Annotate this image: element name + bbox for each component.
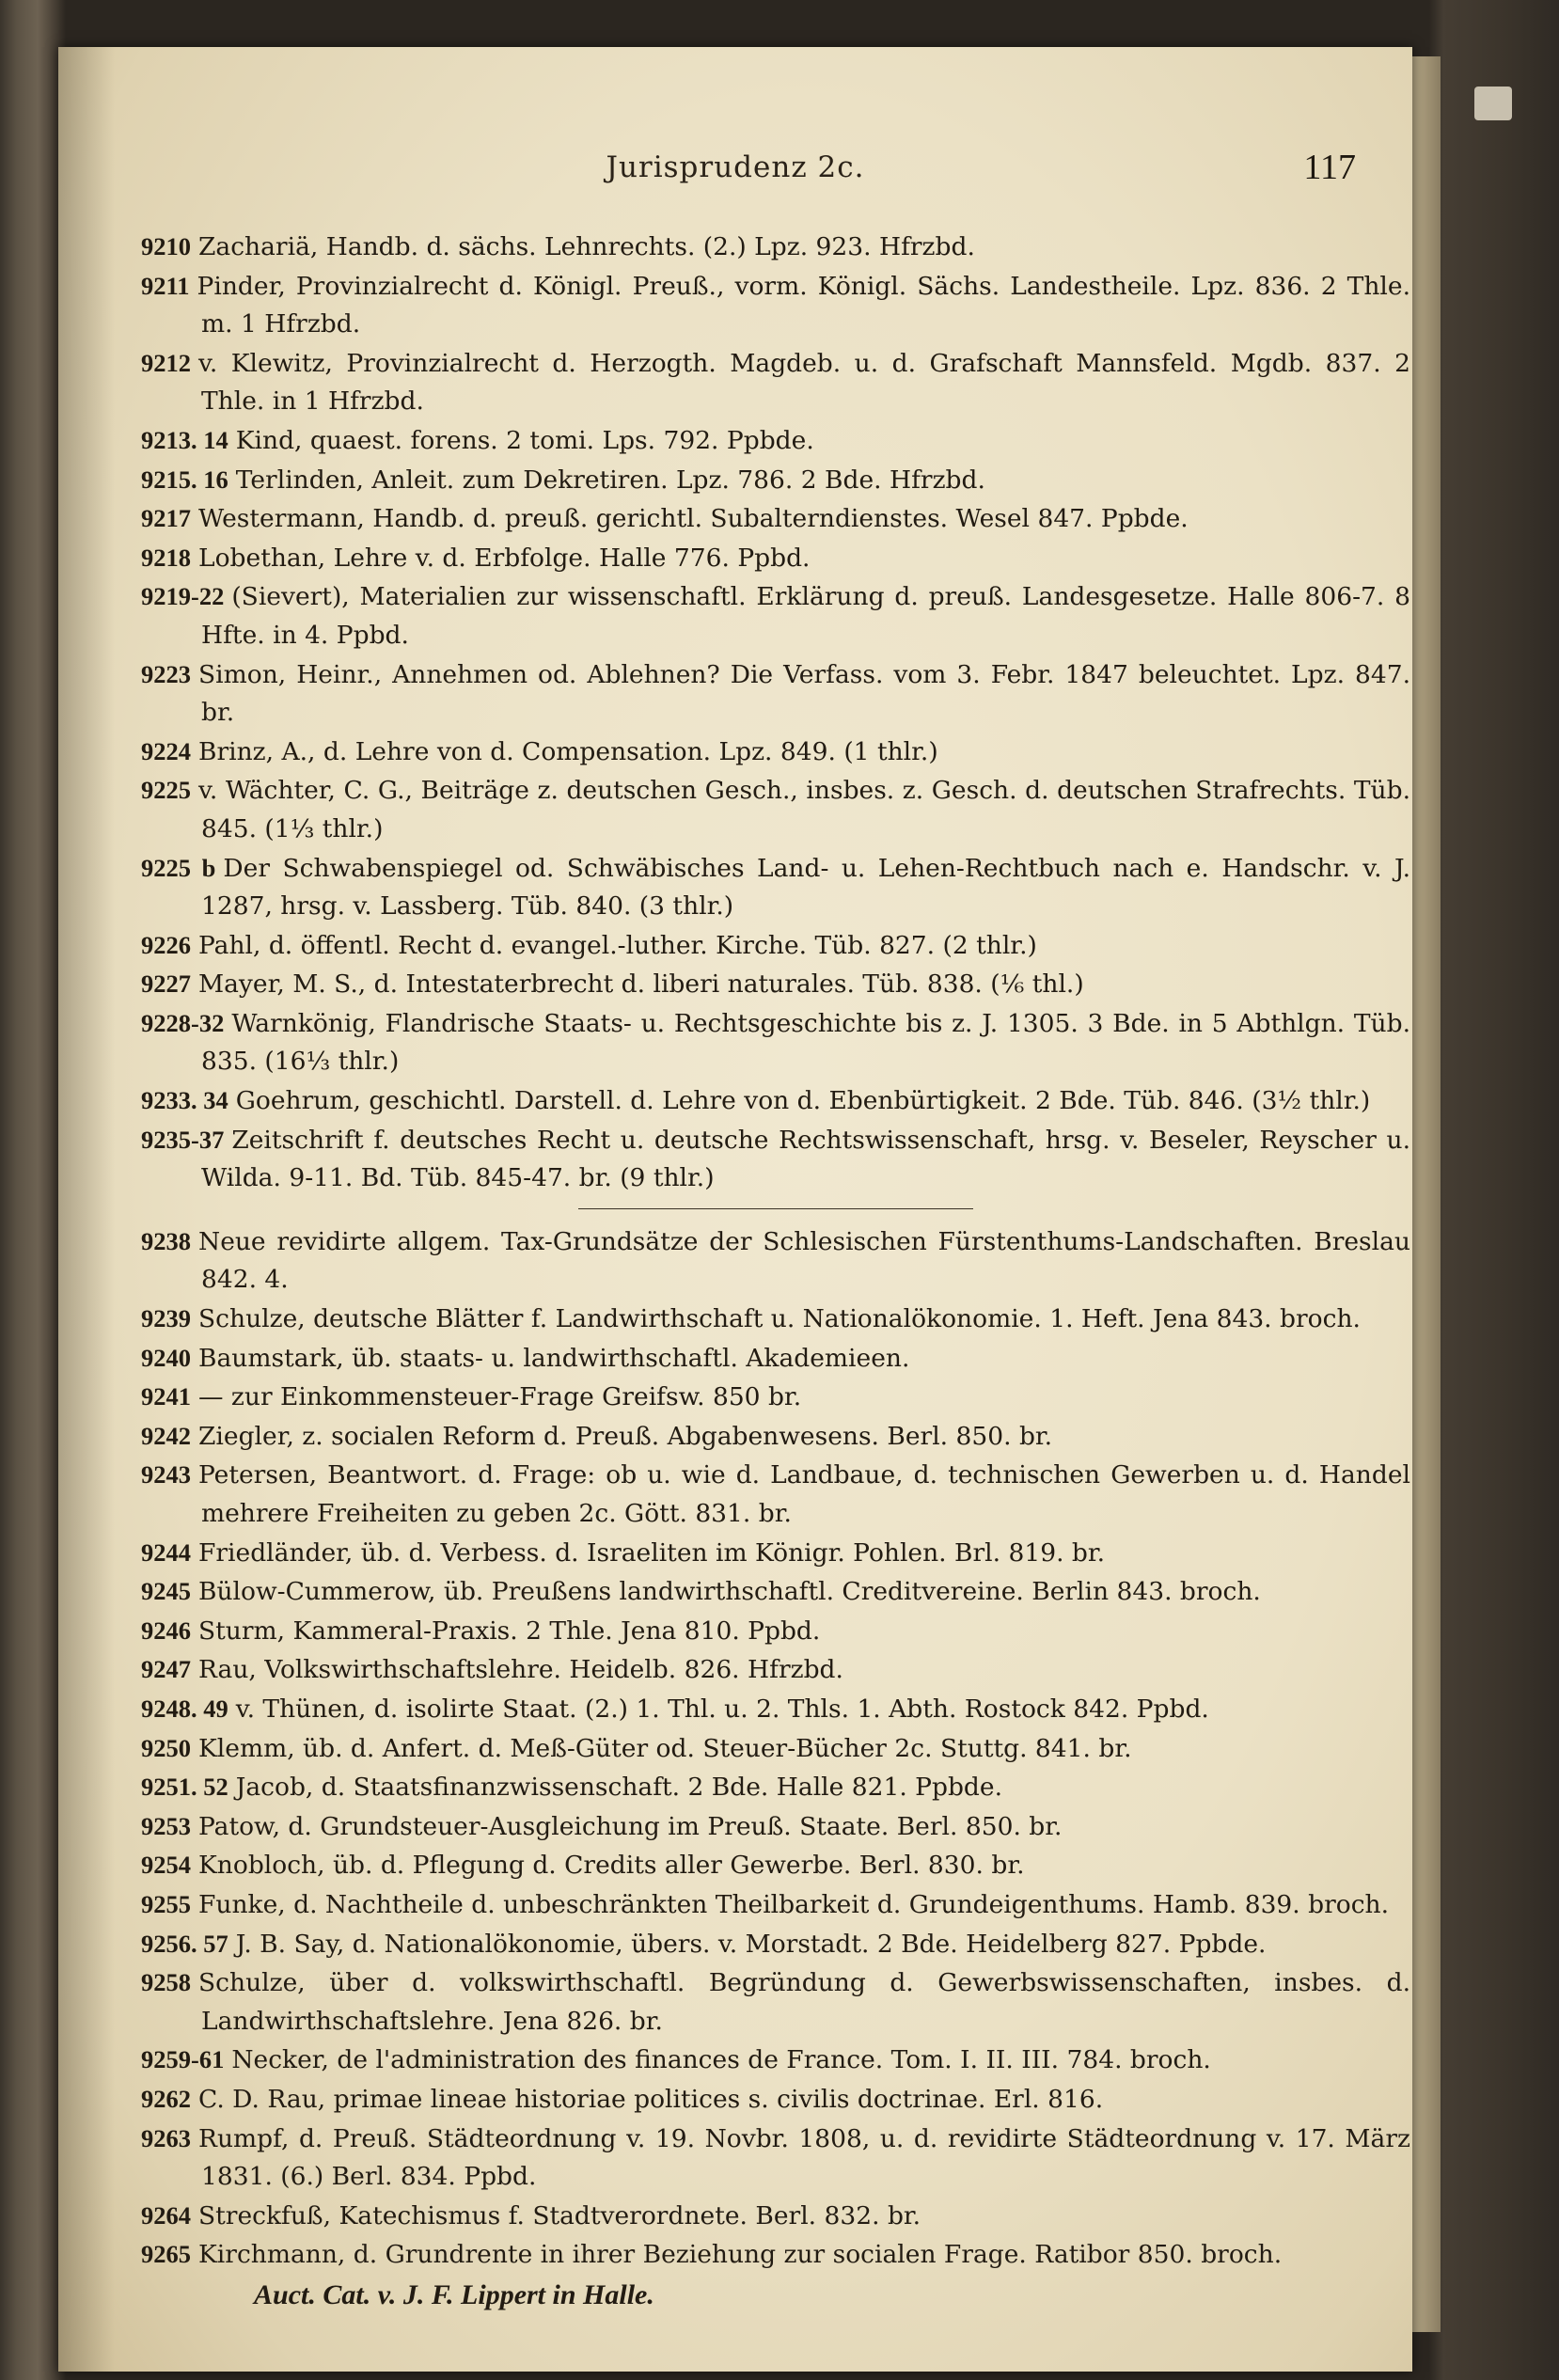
entry-text: Warnkönig, Flandrische Staats- u. Rechtsgeschichte bis z. J. 1305. 3 Bde. in 5 Abthlgn. Tüb. 835. (16⅓ thlr.) — [201, 1008, 1410, 1077]
catalogue-entry — [141, 499, 1410, 539]
catalogue-entry — [141, 1963, 1410, 2041]
entry-text: Pinder, Provinzialrecht d. Königl. Preuß., vorm. Königl. Sächs. Landestheile. Lpz. 836. 2 Thle. m. 1 Hfrzbd. — [197, 271, 1410, 339]
entry-text: Rumpf, d. Preuß. Städteordnung v. 19. Novbr. 1808, u. d. revidirte Städteordnung v. 17. März 1831. (6.) Berl. 834. Ppbd. — [198, 2123, 1410, 2192]
entry-text: v. Wächter, C. G., Beiträge z. deutschen Gesch., insbes. z. Gesch. d. deutschen Strafrechts. Tüb. 845. (1⅓ thlr.) — [198, 776, 1410, 843]
catalogue-entry — [141, 539, 1410, 578]
catalogue-entry — [141, 2235, 1410, 2275]
catalogue-entry — [141, 1378, 1410, 1417]
entry-text: Necker, de l'administration des finances de France. Tom. I. II. III. 784. broch. — [231, 2045, 1211, 2075]
entry-number: 9215. 16 — [141, 465, 228, 494]
book-page — [58, 47, 1412, 2372]
entry-text: J. B. Say, d. Nationalökonomie, übers. v. Morstadt. 2 Bde. Heidelberg 827. Ppbde. — [235, 1929, 1267, 1959]
catalogue-footer: Auct. Cat. v. J. F. Lippert in Halle. — [254, 2278, 654, 2310]
catalogue-entry — [141, 2080, 1410, 2120]
entry-number: 9213. 14 — [141, 425, 228, 454]
entry-number: 9240 — [141, 1343, 191, 1372]
entry-number: 9224 — [141, 736, 191, 765]
catalogue-entry — [141, 1650, 1410, 1690]
entry-text: Funke, d. Nachtheile d. unbeschränkten Theilbarkeit d. Grundeigenthums. Hamb. 839. broch. — [198, 1889, 1390, 1919]
entry-text: Zeitschrift f. deutsches Recht u. deutsche Rechtswissenschaft, hrsg. v. Beseler, Reyscher u. Wilda. 9-11. Bd. Tüb. 845-47. br. (9 thlr.) — [201, 1125, 1410, 1193]
entry-number: 9255 — [141, 1889, 191, 1918]
catalogue-entry — [141, 1612, 1410, 1651]
catalogue-entry — [141, 1300, 1410, 1339]
entry-number: 9212 — [141, 348, 191, 377]
entry-text: Streckfuß, Katechismus f. Stadtverordnete. Berl. 832. br. — [198, 2200, 921, 2230]
page-number: 117 — [1303, 148, 1356, 187]
entry-number: 9250 — [141, 1733, 191, 1762]
entry-number: 9225 b — [141, 853, 216, 882]
catalogue-entry — [141, 1846, 1410, 1885]
catalogue-entry — [141, 771, 1410, 848]
entry-number: 9238 — [141, 1226, 191, 1255]
entry-number: 9256. 57 — [141, 1929, 228, 1958]
entry-number: 9225 — [141, 776, 191, 805]
running-title: Jurisprudenz 2c. — [606, 150, 865, 184]
catalogue-entry — [141, 2197, 1410, 2236]
entry-text: Zachariä, Handb. d. sächs. Lehnrechts. (2.) Lpz. 923. Hfrzbd. — [198, 232, 975, 261]
entry-text: Neue revidirte allgem. Tax-Grundsätze der Schlesischen Fürstenthums-Landschaften. Breslau 842. 4. — [198, 1226, 1410, 1295]
catalogue-entry — [141, 1885, 1410, 1925]
entry-text: Schulze, deutsche Blätter f. Landwirthschaft u. Nationalökonomie. 1. Heft. Jena 843. broch. — [198, 1304, 1361, 1334]
catalogue-entry — [141, 2120, 1410, 2197]
entry-number: 9241 — [141, 1382, 191, 1411]
catalogue-entry — [141, 733, 1410, 772]
entry-text: v. Thünen, d. isolirte Staat. (2.) 1. Thl. u. 2. Thls. 1. Abth. Rostock 842. Ppbd. — [235, 1694, 1209, 1724]
catalogue-entry — [141, 461, 1410, 500]
page-header — [58, 150, 1412, 197]
entry-text: Baumstark, üb. staats- u. landwirthschaftl. Akademieen. — [198, 1343, 910, 1373]
catalogue-entry — [141, 1417, 1410, 1457]
entry-number: 9223 — [141, 659, 191, 688]
entry-number: 9254 — [141, 1851, 191, 1880]
entry-text: Klemm, üb. d. Anfert. d. Meß-Güter od. Steuer-Bücher 2c. Stuttg. 841. br. — [198, 1733, 1132, 1763]
catalogue-entry — [141, 2041, 1410, 2080]
entry-text: Simon, Heinr., Annehmen od. Ablehnen? Die Verfass. vom 3. Febr. 1847 beleuchtet. Lpz. 847. br. — [198, 659, 1410, 728]
entry-number: 9217 — [141, 504, 191, 533]
entry-number: 9264 — [141, 2200, 191, 2230]
book-page-edge — [1412, 56, 1441, 2332]
entry-group-jurisprudence — [141, 228, 1410, 1198]
entry-number: 9227 — [141, 969, 191, 999]
catalogue-entry — [141, 926, 1410, 966]
entry-number: 9235-37 — [141, 1125, 225, 1154]
entry-number: 9265 — [141, 2240, 191, 2269]
catalogue-entry — [141, 1222, 1410, 1300]
catalogue-entry — [141, 965, 1410, 1004]
entry-text: C. D. Rau, primae lineae historiae politices s. civilis doctrinae. Erl. 816. — [198, 2084, 1104, 2114]
entry-number: 9239 — [141, 1304, 191, 1333]
entry-text: Kirchmann, d. Grundrente in ihrer Beziehung zur socialen Frage. Ratibor 850. broch. — [198, 2240, 1283, 2270]
entry-text: Terlinden, Anleit. zum Dekretiren. Lpz. 786. 2 Bde. Hfrzbd. — [235, 465, 985, 495]
entry-number: 9246 — [141, 1616, 191, 1645]
catalogue-entry — [141, 1729, 1410, 1769]
catalogue-entry — [141, 849, 1410, 926]
section-rule — [578, 1208, 973, 1209]
entry-text: Petersen, Beantwort. d. Frage: ob u. wie d. Landbaue, d. technischen Gewerben u. d. Handel mehrere Freiheiten zu geben 2c. Gött. 831. br. — [198, 1460, 1410, 1528]
paper-marker-tab — [1474, 87, 1512, 120]
entry-text: Lobethan, Lehre v. d. Erbfolge. Halle 776. Ppbd. — [198, 543, 811, 573]
page-gutter-shadow — [58, 47, 115, 2372]
entry-text: Knobloch, üb. d. Pflegung d. Credits aller Gewerbe. Berl. 830. br. — [198, 1851, 1025, 1881]
entry-text: Friedländer, üb. d. Verbess. d. Israeliten im Königr. Pohlen. Brl. 819. br. — [198, 1537, 1106, 1568]
entry-number: 9262 — [141, 2084, 191, 2113]
entry-text: Rau, Volkswirthschaftslehre. Heidelb. 826. Hfrzbd. — [198, 1655, 843, 1685]
catalogue-entry — [141, 1121, 1410, 1198]
entry-text: v. Klewitz, Provinzialrecht d. Herzogth. Magdeb. u. d. Grafschaft Mannsfeld. Mgdb. 837. 2 Thle. in 1 Hfrzbd. — [198, 348, 1410, 417]
catalogue-entry — [141, 344, 1410, 421]
entry-number: 9263 — [141, 2123, 191, 2152]
entry-number: 9253 — [141, 1811, 191, 1840]
entry-number: 9245 — [141, 1577, 191, 1606]
entry-number: 9219-22 — [141, 582, 225, 611]
catalogue-entry — [141, 1004, 1410, 1081]
entry-number: 9233. 34 — [141, 1086, 228, 1115]
catalogue-entry — [141, 1768, 1410, 1807]
catalogue-entry — [141, 1534, 1410, 1573]
entry-number: 9218 — [141, 543, 191, 572]
entry-text: (Sievert), Materialien zur wissenschaftl. Erklärung d. preuß. Landesgesetze. Halle 806-7. 8 Hfte. in 4. Ppbd. — [201, 582, 1410, 650]
entry-number: 9228-32 — [141, 1008, 225, 1037]
entry-text: Bülow-Cummerow, üb. Preußens landwirthschaftl. Creditvereine. Berlin 843. broch. — [198, 1577, 1261, 1607]
entry-number: 9244 — [141, 1537, 191, 1567]
entry-text: Der Schwabenspiegel od. Schwäbisches Land- u. Lehen-Rechtbuch nach e. Handschr. v. J. 1287, hrsg. v. Lassberg. Tüb. 840. (3 thlr.) — [201, 853, 1410, 922]
entry-text: Goehrum, geschichtl. Darstell. d. Lehre von d. Ebenbürtigkeit. 2 Bde. Tüb. 846. (3½ thlr.) — [235, 1086, 1371, 1116]
entry-text: Schulze, über d. volkswirthschaftl. Begründung d. Gewerbswissenschaften, insbes. d. Landwirthschaftslehre. Jena 826. br. — [198, 1968, 1410, 2036]
entry-text: — zur Einkommensteuer-Frage Greifsw. 850 br. — [198, 1382, 802, 1412]
catalogue-entry — [141, 1690, 1410, 1729]
entry-number: 9243 — [141, 1460, 191, 1489]
catalogue-entries — [141, 228, 1410, 2314]
entry-text: Sturm, Kammeral-Praxis. 2 Thle. Jena 810. Ppbd. — [198, 1616, 821, 1646]
entry-text: Jacob, d. Staatsfinanzwissenschaft. 2 Bde. Halle 821. Ppbde. — [235, 1773, 1003, 1803]
entry-number: 9259-61 — [141, 2045, 225, 2074]
entry-text: Pahl, d. öffentl. Recht d. evangel.-luther. Kirche. Tüb. 827. (2 thlr.) — [198, 930, 1037, 960]
entry-number: 9258 — [141, 1968, 191, 1997]
entry-number: 9211 — [141, 271, 190, 300]
entry-number: 9210 — [141, 232, 191, 260]
catalogue-entry — [141, 1456, 1410, 1533]
entry-number: 9247 — [141, 1655, 191, 1684]
catalogue-entry — [141, 1925, 1410, 1964]
entry-group-economics — [141, 1222, 1410, 2275]
entry-text: Kind, quaest. forens. 2 tomi. Lps. 792. Ppbde. — [235, 425, 814, 455]
catalogue-entry — [141, 655, 1410, 733]
catalogue-entry — [141, 1572, 1410, 1612]
catalogue-entry — [141, 228, 1410, 267]
catalogue-entry — [141, 1081, 1410, 1121]
catalogue-entry — [141, 1339, 1410, 1379]
entry-text: Mayer, M. S., d. Intestaterbrecht d. liberi naturales. Tüb. 838. (⅙ thl.) — [198, 969, 1084, 1000]
entry-number: 9242 — [141, 1421, 191, 1450]
catalogue-entry — [141, 267, 1410, 344]
entry-number: 9248. 49 — [141, 1694, 228, 1723]
entry-text: Patow, d. Grundsteuer-Ausgleichung im Preuß. Staate. Berl. 850. br. — [198, 1811, 1063, 1841]
entry-number: 9226 — [141, 930, 191, 959]
catalogue-entry — [141, 577, 1410, 654]
catalogue-entry — [141, 1807, 1410, 1847]
catalogue-entry — [141, 421, 1410, 461]
entry-text: Westermann, Handb. d. preuß. gerichtl. Subalterndienstes. Wesel 847. Ppbde. — [198, 504, 1189, 534]
entry-number: 9251. 52 — [141, 1773, 228, 1802]
entry-text: Brinz, A., d. Lehre von d. Compensation. Lpz. 849. (1 thlr.) — [198, 736, 938, 766]
entry-text: Ziegler, z. socialen Reform d. Preuß. Abgabenwesens. Berl. 850. br. — [198, 1421, 1053, 1451]
